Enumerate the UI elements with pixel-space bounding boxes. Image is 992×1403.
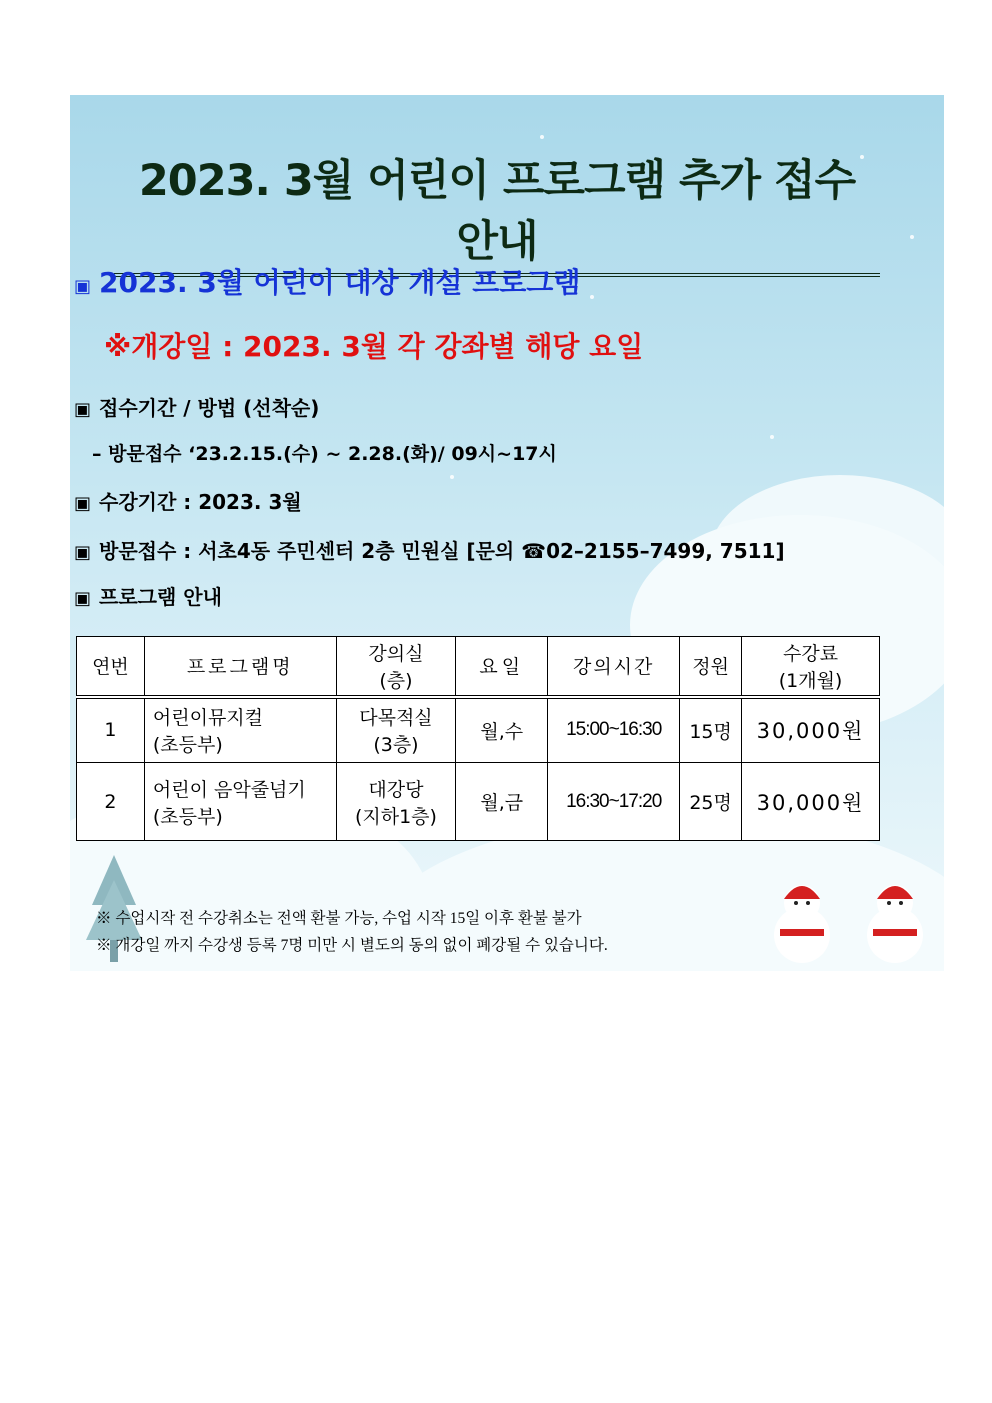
snowflake bbox=[540, 135, 544, 139]
header-fee bbox=[742, 637, 880, 697]
square-bullet-icon: ▣ bbox=[74, 493, 92, 514]
header-room-line2: (층) bbox=[379, 669, 413, 692]
cell-fee: 30,000원 bbox=[742, 763, 880, 841]
note-cancel: ※ 개강일 까지 수강생 등록 7명 미만 시 별도의 동의 없이 폐강될 수 있습니다. bbox=[96, 937, 608, 954]
course-period-text: 수강기간 : 2023. 3월 bbox=[99, 490, 302, 514]
cell-day: 월,수 bbox=[456, 697, 548, 763]
header-time: 강의시간 bbox=[548, 637, 680, 697]
cell-name-line2: (초등부) bbox=[152, 805, 223, 828]
program-guide-text: 프로그램 안내 bbox=[99, 585, 222, 609]
cell-name bbox=[144, 697, 336, 763]
cell-room bbox=[336, 697, 456, 763]
square-bullet-icon: ▣ bbox=[74, 276, 92, 297]
cell-no: 2 bbox=[77, 763, 145, 841]
cell-capacity: 15명 bbox=[680, 697, 742, 763]
note-refund: ※ 수업시작 전 수강취소는 전액 환불 가능, 수업 시작 15일 이후 환불 불가 bbox=[96, 910, 582, 927]
cell-name-line1: 어린이 음악줄넘기 bbox=[152, 778, 306, 801]
snowflake bbox=[450, 475, 454, 479]
square-bullet-icon: ▣ bbox=[74, 399, 92, 420]
table-row bbox=[77, 697, 880, 763]
cell-capacity: 25명 bbox=[680, 763, 742, 841]
opening-note: ※개강일 : 2023. 3월 각 강좌별 해당 요일 bbox=[104, 330, 644, 363]
header-room-line1: 강의실 bbox=[368, 642, 424, 665]
header-fee-line2: (1개월) bbox=[778, 669, 843, 692]
cell-day: 월,금 bbox=[456, 763, 548, 841]
header-fee-line1: 수강료 bbox=[783, 642, 839, 665]
reception-period bbox=[74, 392, 319, 421]
header-room bbox=[336, 637, 456, 697]
table-row bbox=[77, 763, 880, 841]
visit-place bbox=[74, 535, 785, 564]
header-capacity: 정원 bbox=[680, 637, 742, 697]
visit-place-text: 방문접수 : 서초4동 주민센터 2층 민원실 [문의 ☎02–2155–7499, 7511] bbox=[99, 539, 785, 563]
program-table bbox=[76, 636, 880, 841]
header-name: 프로그램명 bbox=[144, 637, 336, 697]
cell-fee: 30,000원 bbox=[742, 697, 880, 763]
cell-time: 15:00~16:30 bbox=[548, 697, 680, 763]
table-header-row bbox=[77, 637, 880, 697]
cell-room-line2: (3층) bbox=[373, 734, 419, 757]
headline bbox=[74, 261, 580, 301]
header-day: 요일 bbox=[456, 637, 548, 697]
notes bbox=[96, 905, 608, 959]
winter-poster bbox=[70, 95, 944, 971]
program-guide bbox=[74, 581, 222, 610]
cell-room-line1: 대강당 bbox=[368, 778, 424, 801]
course-period bbox=[74, 486, 302, 515]
cell-name-line1: 어린이뮤지컬 bbox=[152, 707, 264, 730]
square-bullet-icon: ▣ bbox=[74, 542, 92, 563]
snowflake bbox=[770, 435, 774, 439]
square-bullet-icon: ▣ bbox=[74, 588, 92, 609]
cell-room-line2: (지하1층) bbox=[354, 805, 437, 828]
cell-no: 1 bbox=[77, 697, 145, 763]
headline-text: 2023. 3월 어린이 대상 개설 프로그램 bbox=[99, 266, 581, 299]
header-no: 연번 bbox=[77, 637, 145, 697]
snowflake bbox=[910, 235, 914, 239]
cell-room-line1: 다목적실 bbox=[359, 707, 433, 730]
snowman-icon bbox=[760, 877, 940, 967]
cell-name bbox=[144, 763, 336, 841]
cell-room bbox=[336, 763, 456, 841]
cell-name-line2: (초등부) bbox=[152, 734, 223, 757]
cell-time: 16:30~17:20 bbox=[548, 763, 680, 841]
snowflake bbox=[590, 295, 594, 299]
page-title: 2023. 3월 어린이 프로그램 추가 접수 안내 bbox=[114, 147, 880, 277]
visit-detail: – 방문접수 ‘23.2.15.(수) ~ 2.28.(화)/ 09시~17시 bbox=[92, 443, 557, 465]
reception-period-text: 접수기간 / 방법 (선착순) bbox=[99, 396, 320, 420]
